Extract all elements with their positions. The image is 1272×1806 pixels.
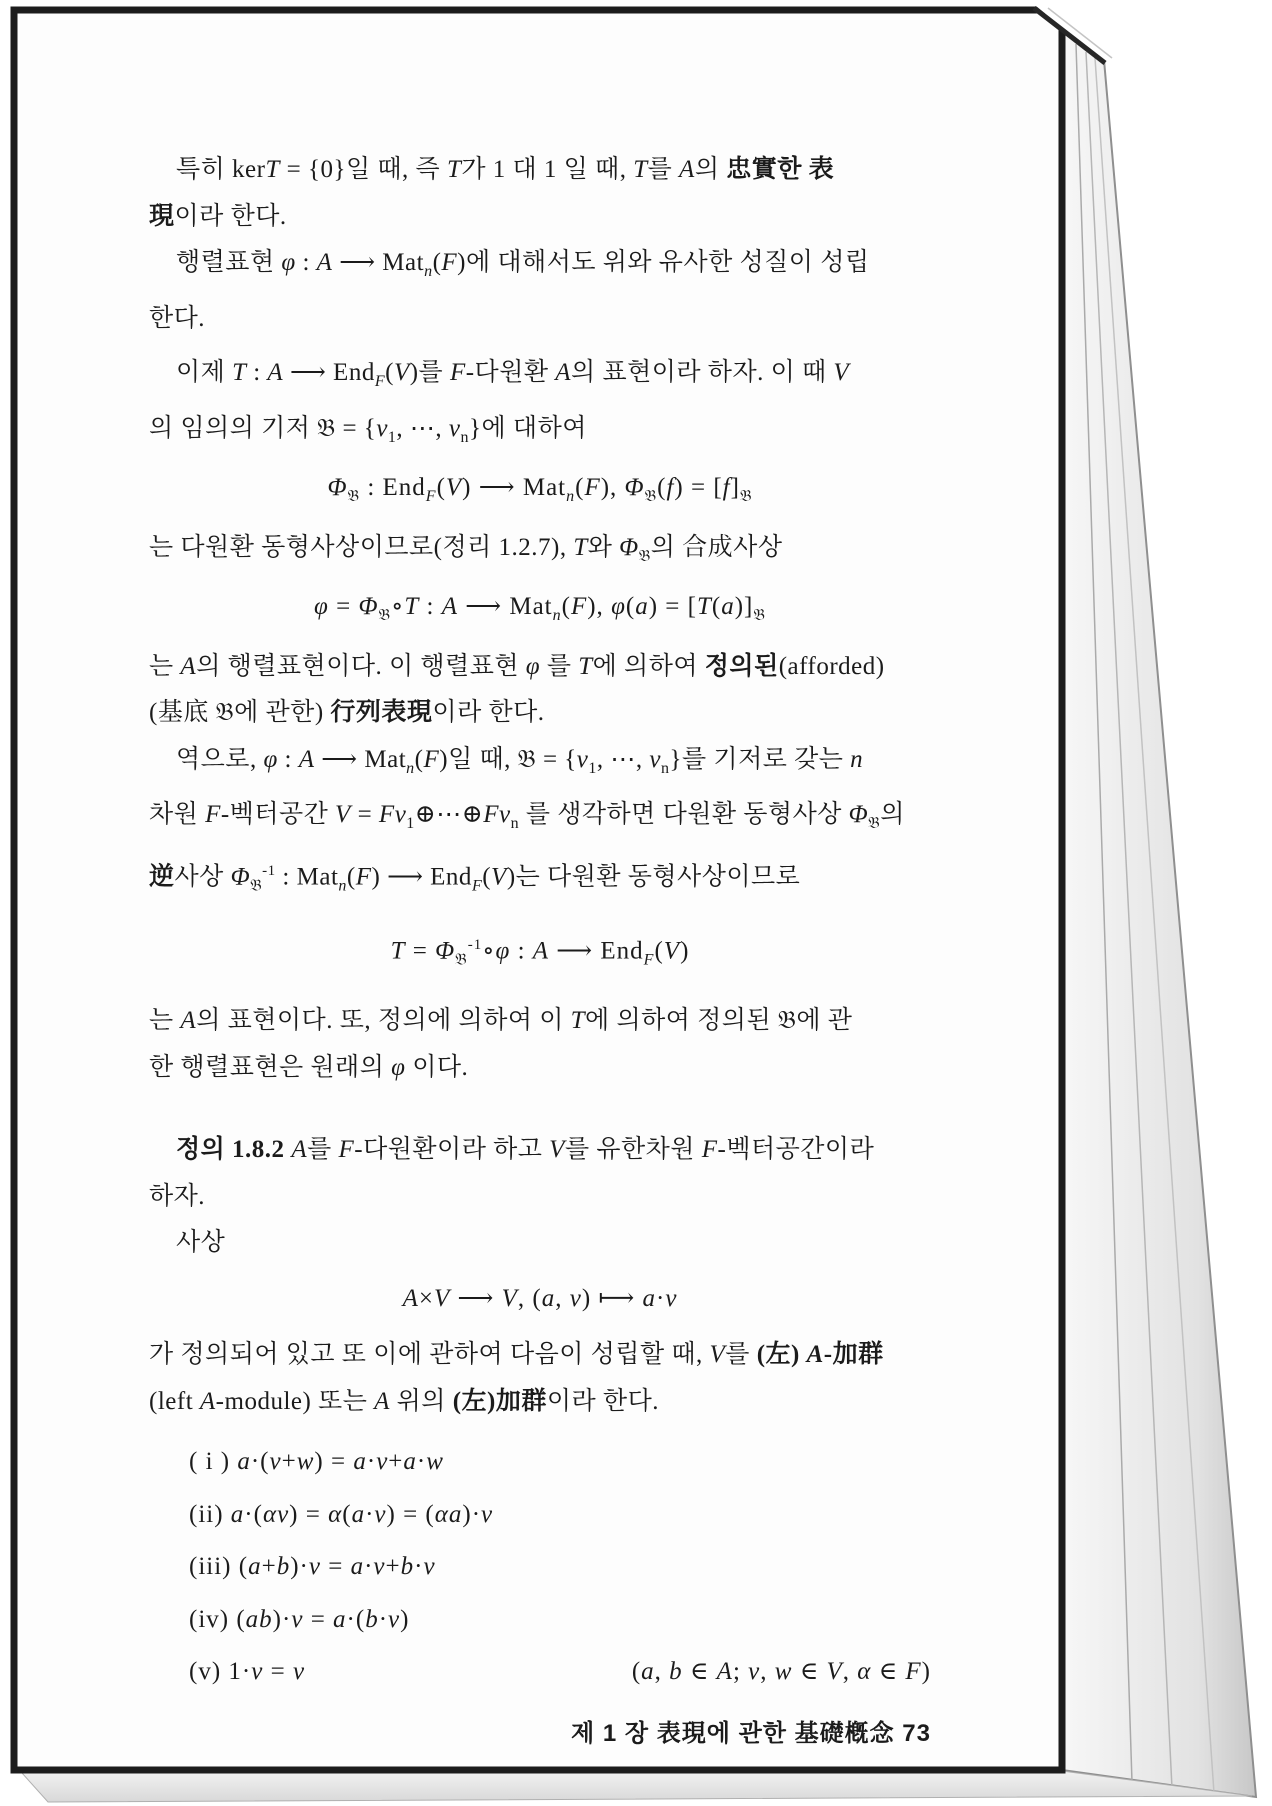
definition-heading-line: 정의 1.8.2 A를 F-다원환이라 하고 V를 유한차원 F-벡터공간이라 xyxy=(176,1136,875,1164)
text-line: (基底 𝔅에 관한) 行列表現이라 한다. xyxy=(149,699,545,726)
text-line: 사상 xyxy=(176,1229,226,1257)
list-item: (iii) (a+b)·v = a·v+b·v xyxy=(189,1553,436,1581)
text-line: 특히 kerT = {0}일 때, 즉 T가 1 대 1 일 때, T를 A의 忠實한 表 xyxy=(176,156,835,183)
list-item xyxy=(149,1649,931,1696)
quantifier-condition: (a, b ∈ A; v, w ∈ V, α ∈ F) xyxy=(631,1658,931,1686)
display-formula: A×V ⟶ V, (a, v) ⟼ a·v xyxy=(402,1284,678,1312)
text-line: 는 A의 표현이다. 또, 정의에 의하여 이 T에 의하여 정의된 𝔅에 관 xyxy=(149,1007,853,1035)
text-line: 이제 T : A ⟶ End$_F$(V)를 F-다원환 A의 표현이라 하자. 이 때 V xyxy=(176,359,850,390)
text-line: 逆사상 $\Phi_𝔅^{-1}$ : Mat$_n$(F) ⟶ End$_F$(V)는 다원환 동형사상이므로 xyxy=(149,862,801,894)
list-item: ( i ) a·(v+w) = a·v+a·w xyxy=(189,1448,444,1476)
module-axiom-list xyxy=(149,1439,931,1696)
text-line: 차원 F-벡터공간 $V = Fv_1\oplus\cdots\oplus Fv_n$ 를 생각하면 다원환 동형사상 $\Phi_𝔅$의 xyxy=(149,801,905,832)
text-line: 가 정의되어 있고 또 이에 관하여 다음이 성립할 때, V를 (左) A-加群 xyxy=(149,1341,884,1369)
display-formula: $T = \Phi_𝔅^{-1}\circ\varphi$ : A ⟶ End$_F$(V) xyxy=(390,937,690,969)
text-line: 는 A의 행렬표현이다. 이 행렬표현 φ 를 T에 의하여 정의된(afforded) xyxy=(149,652,885,680)
display-formula: $\Phi_𝔅$ : End$_F$(V) ⟶ Mat$_n$(F), $\Phi_𝔅(f) = [f]_𝔅$ xyxy=(327,474,753,505)
list-item: (ii) a·(αv) = α(a·v) = (αa)·v xyxy=(189,1500,494,1528)
list-item: (iv) (ab)·v = a·(b·v) xyxy=(189,1605,410,1633)
page-text xyxy=(17,13,1057,1767)
text-line: 現이라 한다. xyxy=(149,202,287,230)
page-footer: 제 1 장 表現에 관한 基礎槪念 73 xyxy=(571,1719,931,1747)
text-line: 역으로, φ : A ⟶ Mat$_n$(F)일 때, 𝔅 = {$v_1$, ⋯, $v_n$}를 기저로 갖는 n xyxy=(176,745,864,777)
text-line: 행렬표현 φ : A ⟶ Mat$_n$(F)에 대해서도 위와 유사한 성질이 성립 xyxy=(176,249,870,280)
text-line: 는 다원환 동형사상이므로(정리 1.2.7), T와 $\Phi_𝔅$의 合成사상 xyxy=(149,533,783,565)
text-line: (left A-module) 또는 A 위의 (左)加群이라 한다. xyxy=(149,1387,659,1415)
text-line: 의 임의의 기저 𝔅 = {$v_1$, ⋯, $v_n$}에 대하여 xyxy=(149,414,587,446)
text-line: 하자. xyxy=(149,1182,206,1210)
text-line: 한 행렬표현은 원래의 φ 이다. xyxy=(149,1053,469,1081)
text-line: 한다. xyxy=(149,304,206,332)
display-formula: $\varphi = \Phi_𝔅\circ T$ : A ⟶ Mat$_n$(F), $\varphi(a) = [T(a)]_𝔅$ xyxy=(314,593,766,624)
list-item-formula: (v) 1·v = v xyxy=(189,1658,306,1686)
